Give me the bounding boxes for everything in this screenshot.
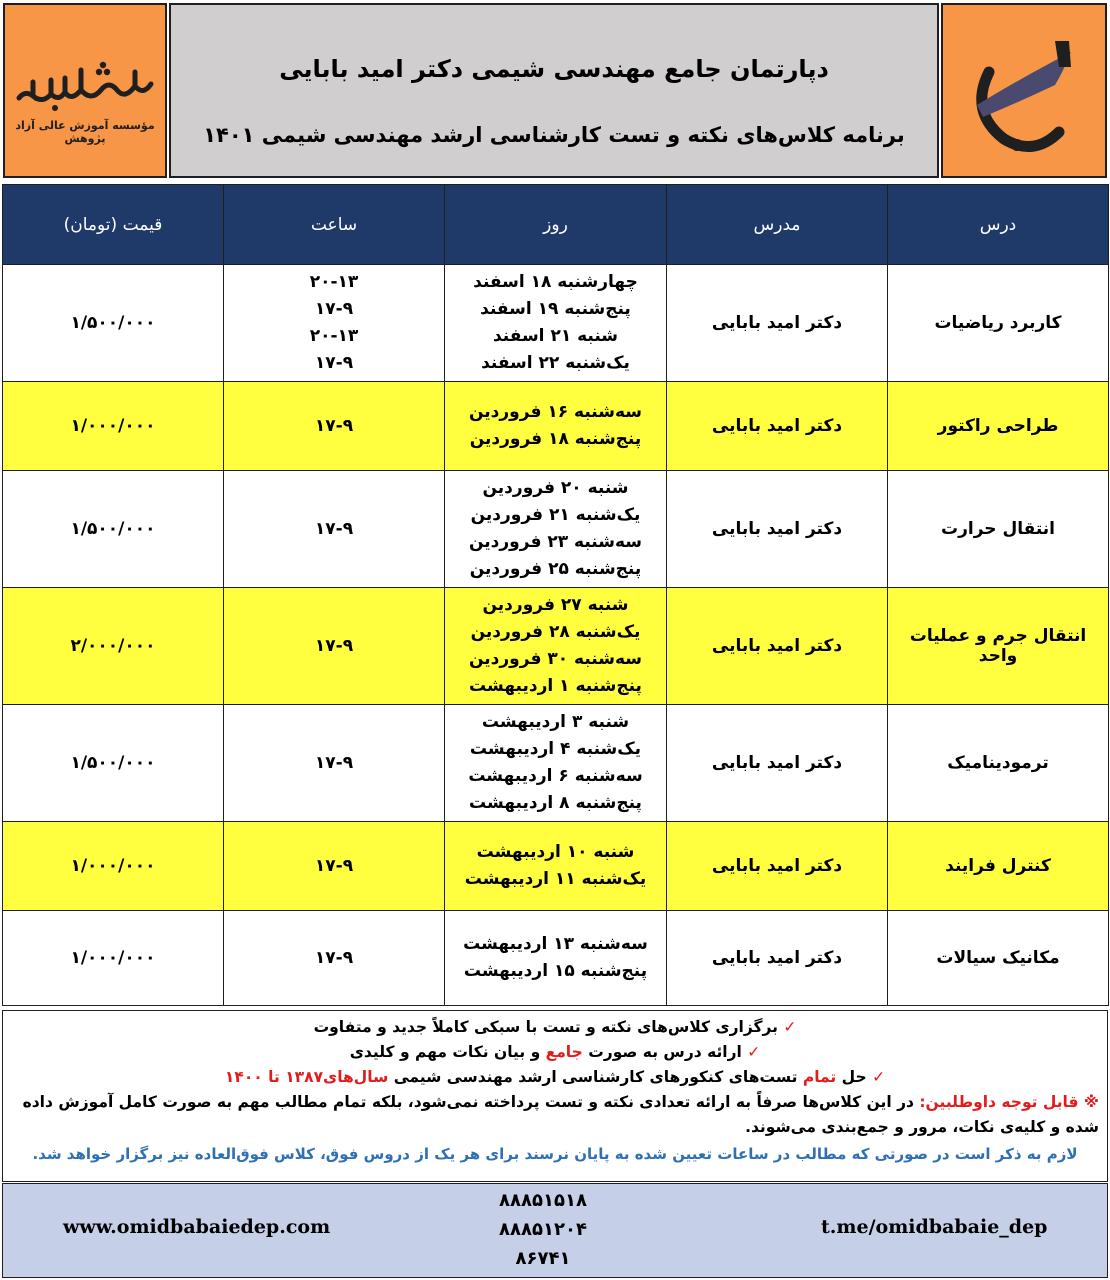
cell-days	[445, 911, 667, 1006]
cell-times	[224, 822, 445, 911]
cell-price: ۱/۰۰۰/۰۰۰	[3, 911, 224, 1006]
note-bullet-1-text: برگزاری کلاس‌های نکته و تست با سبکی کاملاً جدید و متفاوت	[313, 1018, 778, 1036]
cell-price: ۱/۵۰۰/۰۰۰	[3, 471, 224, 588]
pajohesh-wordmark-icon	[15, 60, 155, 115]
time-line: ۱۷-۹	[314, 855, 354, 876]
day-line: شنبه ۲۱ اسفند	[492, 326, 619, 346]
note-bullet-2-text-a: ارائه درس به صورت	[588, 1043, 742, 1061]
extra-class-note: لازم به ذکر است در صورتی که مطالب در ساعات تعیین شده به پایان نرسند برای هر یک از دروس فوق، کلاس فوق‌العاده نیز برگزار خواهد شد.	[32, 1145, 1078, 1163]
page-subtitle: برنامه کلاس‌های نکته و تست کارشناسی ارشد مهندسی شیمی ۱۴۰۱	[203, 123, 905, 147]
day-line: سه‌شنبه ۲۳ فروردین	[468, 532, 642, 552]
notes-box	[2, 1010, 1108, 1182]
cell-course: ترمودینامیک	[888, 705, 1109, 822]
note-bullet-3-text-a: حل	[841, 1068, 867, 1086]
time-line: ۲۰-۱۳	[309, 326, 359, 346]
cell-course: انتقال حرارت	[888, 471, 1109, 588]
cell-days	[445, 382, 667, 471]
cell-days	[445, 471, 667, 588]
asterisk-icon: ※	[1083, 1093, 1099, 1111]
day-line: پنج‌شنبه ۸ اردیبهشت	[469, 793, 642, 813]
cell-teacher: دکتر امید بابایی	[667, 588, 888, 705]
table-row	[3, 265, 1109, 382]
cell-teacher: دکتر امید بابایی	[667, 822, 888, 911]
note-bullet-3-highlight: تمام	[802, 1068, 837, 1086]
day-line: یک‌شنبه ۲۱ فروردین	[470, 505, 641, 525]
table-row	[3, 471, 1109, 588]
day-line: یک‌شنبه ۴ اردیبهشت	[469, 739, 642, 759]
day-line: پنج‌شنبه ۱۸ فروردین	[469, 429, 642, 449]
cell-times	[224, 911, 445, 1006]
page-header	[0, 0, 1110, 182]
note-bullet-3-text-b: تست‌های کنکورهای کارشناسی ارشد مهندسی شیمی	[393, 1068, 798, 1086]
phone-number[interactable]: ۸۶۷۴۱	[515, 1248, 571, 1269]
note-bullet-2-highlight: جامع	[545, 1043, 583, 1061]
cell-teacher: دکتر امید بابایی	[667, 911, 888, 1006]
time-line: ۱۷-۹	[314, 415, 354, 436]
cell-price: ۱/۰۰۰/۰۰۰	[3, 822, 224, 911]
table-row	[3, 705, 1109, 822]
cell-teacher: دکتر امید بابایی	[667, 471, 888, 588]
cell-course: انتقال جرم و عملیات واحد	[888, 588, 1109, 705]
cell-days	[445, 705, 667, 822]
note-bullet-2-text-b: و بیان نکات مهم و کلیدی	[349, 1043, 541, 1061]
table-row	[3, 822, 1109, 911]
day-line: یک‌شنبه ۲۸ فروردین	[470, 622, 641, 642]
cell-teacher: دکتر امید بابایی	[667, 382, 888, 471]
website-link[interactable]: www.omidbabaiedep.com	[63, 1216, 331, 1238]
time-line: ۱۷-۹	[314, 299, 354, 319]
cell-course: مکانیک سیالات	[888, 911, 1109, 1006]
cell-course: کاربرد ریاضیات	[888, 265, 1109, 382]
cell-times	[224, 471, 445, 588]
table-row	[3, 911, 1109, 1006]
time-line: ۱۷-۹	[314, 635, 354, 656]
brand-subtitle: مؤسسه آموزش عالی آزاد پژوهش	[15, 119, 155, 145]
page-title: دپارتمان جامع مهندسی شیمی دکتر امید بابایی	[279, 55, 829, 83]
day-line: سه‌شنبه ۱۶ فروردین	[468, 402, 642, 422]
day-line: پنج‌شنبه ۱۵ اردیبهشت	[463, 961, 648, 981]
cell-price: ۱/۵۰۰/۰۰۰	[3, 705, 224, 822]
phone-number[interactable]: ۸۸۸۵۱۵۱۸	[499, 1190, 587, 1211]
cell-price: ۱/۵۰۰/۰۰۰	[3, 265, 224, 382]
attention-text: در این کلاس‌ها صرفاً به ارائه تعدادی نکته و تست پرداخته نمی‌شود، بلکه تمام مطالب مهم به صورت کامل آموزش داده شده و کلیه‌ی نکات، مرور و جمع‌بندی می‌شوند.	[22, 1093, 1099, 1136]
time-line: ۲۰-۱۳	[309, 272, 359, 292]
cell-teacher: دکتر امید بابایی	[667, 705, 888, 822]
note-bullet-2	[3, 1040, 1107, 1065]
col-header-time: ساعت	[224, 185, 445, 265]
phone-numbers	[473, 1186, 613, 1273]
day-line: سه‌شنبه ۶ اردیبهشت	[468, 766, 643, 786]
day-line: پنج‌شنبه ۱۹ اسفند	[480, 299, 631, 319]
cell-days	[445, 265, 667, 382]
col-header-teacher: مدرس	[667, 185, 888, 265]
cell-times	[224, 382, 445, 471]
day-line: شنبه ۲۷ فروردین	[482, 595, 629, 615]
day-line: چهارشنبه ۱۸ اسفند	[473, 272, 638, 292]
note-bullet-3-years: سال‌های۱۳۸۷ تا ۱۴۰۰	[224, 1068, 389, 1086]
day-line: شنبه ۱۰ اردیبهشت	[476, 842, 635, 862]
time-line: ۱۷-۹	[314, 947, 354, 968]
schedule-table	[2, 184, 1109, 1006]
check-icon: ✓	[747, 1043, 761, 1061]
table-row	[3, 588, 1109, 705]
cell-times	[224, 705, 445, 822]
attention-label: قابل توجه داوطلبین:	[919, 1093, 1079, 1111]
day-line: شنبه ۳ اردیبهشت	[481, 712, 630, 732]
contact-footer	[2, 1183, 1108, 1278]
check-icon: ✓	[872, 1068, 886, 1086]
pajohesh-logo	[3, 3, 167, 178]
phone-number[interactable]: ۸۸۸۵۱۲۰۴	[499, 1219, 587, 1240]
cell-days	[445, 822, 667, 911]
cell-price: ۲/۰۰۰/۰۰۰	[3, 588, 224, 705]
table-header-row	[3, 185, 1109, 265]
cell-price: ۱/۰۰۰/۰۰۰	[3, 382, 224, 471]
col-header-price: قیمت (تومان)	[3, 185, 224, 265]
attention-note	[3, 1090, 1107, 1140]
day-line: پنج‌شنبه ۲۵ فروردین	[469, 559, 642, 579]
note-bullet-3	[3, 1065, 1107, 1090]
day-line: سه‌شنبه ۳۰ فروردین	[468, 649, 642, 669]
department-emblem-icon	[959, 27, 1089, 157]
cell-course: کنترل فرایند	[888, 822, 1109, 911]
cell-times	[224, 588, 445, 705]
day-line: سه‌شنبه ۱۳ اردیبهشت	[463, 934, 648, 954]
day-line: پنج‌شنبه ۱ اردیبهشت	[469, 676, 642, 696]
cell-teacher: دکتر امید بابایی	[667, 265, 888, 382]
table-row	[3, 382, 1109, 471]
time-line: ۱۷-۹	[314, 518, 354, 539]
department-logo	[941, 3, 1107, 178]
day-line: یک‌شنبه ۱۱ اردیبهشت	[464, 869, 647, 889]
day-line: شنبه ۲۰ فروردین	[482, 478, 629, 498]
note-bullet-1	[3, 1015, 1107, 1040]
day-line: یک‌شنبه ۲۲ اسفند	[481, 353, 630, 373]
time-line: ۱۷-۹	[314, 353, 354, 373]
cell-course: طراحی راکتور	[888, 382, 1109, 471]
cell-times	[224, 265, 445, 382]
title-box	[169, 3, 939, 178]
time-line: ۱۷-۹	[314, 752, 354, 773]
col-header-course: درس	[888, 185, 1109, 265]
check-icon: ✓	[783, 1018, 797, 1036]
telegram-link[interactable]: t.me/omidbabaie_dep	[821, 1216, 1048, 1238]
col-header-day: روز	[445, 185, 667, 265]
cell-days	[445, 588, 667, 705]
